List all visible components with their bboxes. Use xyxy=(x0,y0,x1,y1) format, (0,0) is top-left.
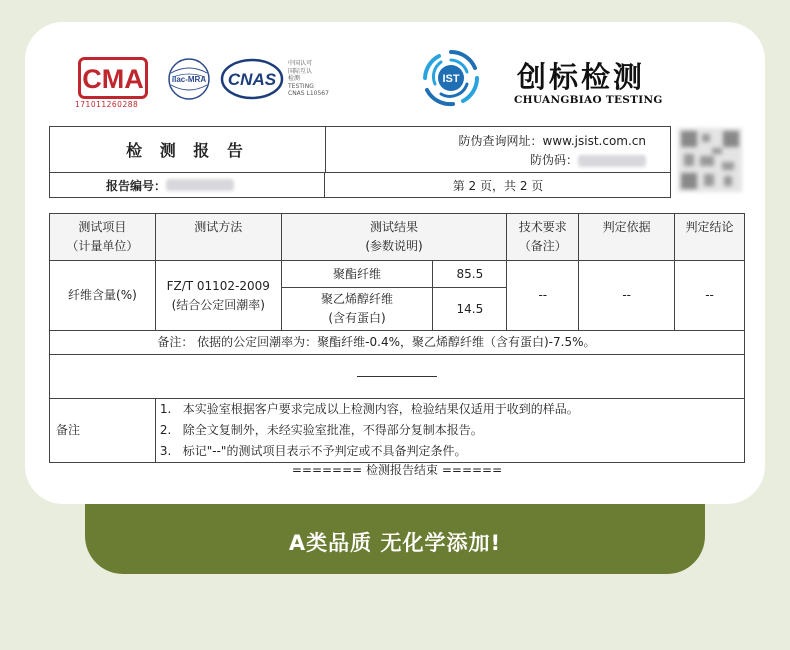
header-requirement: 技术要求 （备注） xyxy=(507,214,579,261)
svg-text:CNAS: CNAS xyxy=(227,70,277,89)
cma-number: 171011260288 xyxy=(75,100,139,109)
notes-label: 备注 xyxy=(50,399,156,463)
report-header-table xyxy=(49,126,671,198)
remark-text: 备注： 依据的公定回潮率为：聚酯纤维-0.4%，聚乙烯醇纤维（含有蛋白)-7.5%。 xyxy=(155,331,744,355)
header-basis: 判定依据 xyxy=(579,214,675,261)
result-fiber-2: 聚乙烯醇纤维 (含有蛋白) xyxy=(281,288,433,331)
verify-site: 防伪查询网址：www.jsist.com.cn xyxy=(458,134,646,148)
page-info: 第 2 页，共 2 页 xyxy=(452,178,544,193)
qr-code-icon xyxy=(678,128,742,192)
conclusion-cell: -- xyxy=(675,261,745,331)
list-item: 1. 本实验室根据客户要求完成以上检测内容，检验结果仅适用于收到的样品。 xyxy=(159,402,579,416)
notes-list xyxy=(155,399,744,463)
list-item: 2. 除全文复制外，未经实验室批准，不得部分复制本报告。 xyxy=(159,423,483,437)
svg-text:IST: IST xyxy=(442,73,460,85)
method-cell: FZ/T 01102-2009 (结合公定回潮率) xyxy=(155,261,281,331)
separator-line xyxy=(357,376,437,377)
anti-fake-code-blurred xyxy=(578,155,646,167)
company-name-cn: 创标检测 xyxy=(517,60,646,94)
separator-row xyxy=(50,355,745,399)
report-card xyxy=(25,22,765,504)
header-method: 测试方法 xyxy=(155,214,281,261)
ist-logo-icon xyxy=(419,48,483,108)
report-number-blurred xyxy=(166,179,234,191)
remark-spacer xyxy=(50,331,156,355)
slogan-text: A类品质 无化学添加! xyxy=(288,531,502,555)
report-number: 报告编号： xyxy=(50,173,325,197)
header-item: 测试项目 （计量单位） xyxy=(50,214,156,261)
result-value-1: 85.5 xyxy=(433,261,507,288)
separator-cell xyxy=(50,355,745,399)
basis-cell: -- xyxy=(579,261,675,331)
result-value-2: 14.5 xyxy=(433,288,507,331)
svg-text:ilac-MRA: ilac-MRA xyxy=(171,75,207,84)
header-result: 测试结果 (参数说明) xyxy=(281,214,507,261)
notes-row xyxy=(50,399,745,463)
svg-text:CMA: CMA xyxy=(82,64,144,94)
ilac-mra-logo-icon xyxy=(163,57,215,101)
result-fiber-1: 聚酯纤维 xyxy=(281,261,433,288)
cnas-logo-icon xyxy=(220,57,284,101)
table-row xyxy=(50,261,745,288)
remark-row xyxy=(50,331,745,355)
list-item: 3. 标记"--"的测试项目表示不予判定或不具备判定条件。 xyxy=(159,444,467,458)
cma-logo-icon xyxy=(78,57,148,99)
report-end-marker: ======= 检测报告结束 ====== xyxy=(291,463,503,477)
requirement-cell: -- xyxy=(507,261,579,331)
header-conclusion: 判定结论 xyxy=(675,214,745,261)
certification-logos xyxy=(25,22,765,122)
cnas-accreditation-text: 中国认可 国际互认 检测 TESTING CNAS L10567 xyxy=(288,60,329,97)
anti-fake-code: 防伪码： xyxy=(326,151,646,168)
table-header-row xyxy=(50,214,745,261)
verification-info xyxy=(326,127,670,173)
report-title: 检 测 报 告 xyxy=(50,127,326,173)
test-results-table xyxy=(49,213,745,463)
company-name-en: CHUANGBIAO TESTING xyxy=(514,94,663,106)
item-cell: 纤维含量(%) xyxy=(50,261,156,331)
